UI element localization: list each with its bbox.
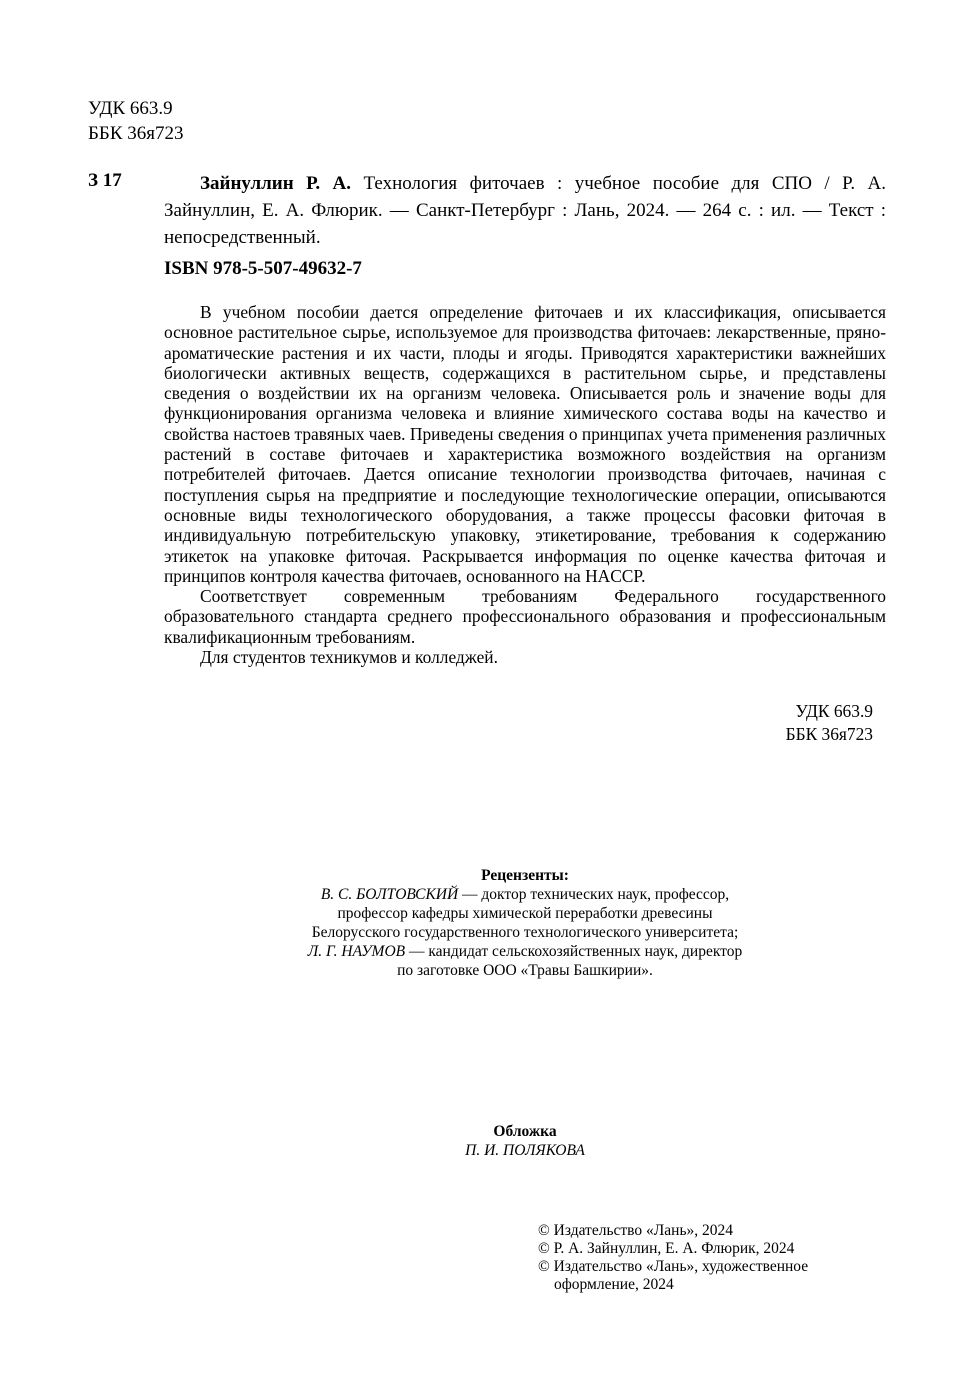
reviewer-1-title: — доктор технических наук, профессор, (458, 886, 730, 903)
udk-code: УДК 663.9 (88, 98, 173, 119)
copyright-line: © Издательство «Лань», художественное (538, 1258, 809, 1275)
reviewer-1-affiliation: Белорусского государственного технологического университета; (311, 924, 739, 941)
classification-codes-bottom (786, 700, 873, 746)
cover-heading: Обложка (493, 1123, 557, 1140)
annotation (164, 302, 886, 667)
reviewers-heading: Рецензенты: (481, 867, 569, 884)
isbn: ISBN 978-5-507-49632-7 (164, 258, 362, 279)
cover-credit (0, 1122, 976, 1160)
bbk-code: ББК 36я723 (785, 724, 873, 744)
classification-codes-top (88, 96, 183, 146)
reviewer-2-affiliation: по заготовке ООО «Травы Башкирии». (397, 962, 653, 979)
reviewer-2-title: — кандидат сельскохозяйственных наук, директор (405, 943, 743, 960)
annotation-paragraph: Для студентов техникумов и колледжей. (200, 647, 498, 668)
reviewer-1-name: В. С. БОЛТОВСКИЙ (320, 886, 459, 903)
reviewer-1 (0, 885, 976, 904)
reviewer-1-position: профессор кафедры химической переработки древесины (337, 905, 713, 922)
bbk-code: ББК 36я723 (88, 123, 184, 144)
author-sign: З 17 (88, 170, 122, 191)
copyright-line: © Р. А. Зайнуллин, Е. А. Флюрик, 2024 (538, 1240, 795, 1257)
copyright-line: © Издательство «Лань», 2024 (538, 1222, 734, 1239)
bibliographic-description: Технология фиточаев : учебное пособие для СПО / Р. А. Зайнуллин, Е. А. Флюрик. — Санкт-Петербург : Лань, 2024. — 264 с. : ил. — Текст : непосредственный. (164, 173, 887, 248)
reviewers-block (0, 866, 976, 980)
reviewer-2 (0, 942, 976, 961)
copyright-line: оформление, 2024 (554, 1276, 674, 1293)
udk-code: УДК 663.9 (795, 701, 873, 721)
reviewer-2-name: Л. Г. НАУМОВ (307, 943, 406, 960)
bibliographic-record (164, 170, 886, 251)
author-name: Зайнуллин Р. А. (200, 173, 352, 194)
annotation-paragraph: В учебном пособии дается определение фиточаев и их классификация, описывается основное растительное сырье, используемое для производства фиточаев: лекарственные, пряно-ароматические растения и их части, плоды и ягоды. Приводятся характеристики важнейших биологически активных веществ, содержащихся в растительном сырье, и представлены сведения о воздействии их на организм человека. Описывается роль и значение воды для функционирования организма человека и влияние химического состава воды на качество и свойства настоев травяных чаев. Приведены сведения о принципах учета применения различных растений в составе фиточаев и характеристика возможного воздействия на организм потребителей фиточаев. Дается описание технологии производства фиточаев, начиная с поступления сырья на предприятие и последующие технологические операции, описываются основные виды технологического оборудования, а также процессы фасовки фиточая в индивидуальную потребительскую упаковку, этикетирование, требования к содержанию этикеток на упаковке фиточая. Раскрывается информация по оценке качества фиточая и принципов контроля качества фиточаев, основанного на HACCP. (164, 302, 886, 586)
annotation-paragraph: Соответствует современным требованиям Федерального государственного образовательного стандарта среднего профессионального образования и профессиональным квалификационным требованиям. (164, 586, 886, 647)
cover-designer: П. И. ПОЛЯКОВА (465, 1142, 585, 1159)
copyright-block (538, 1222, 808, 1294)
